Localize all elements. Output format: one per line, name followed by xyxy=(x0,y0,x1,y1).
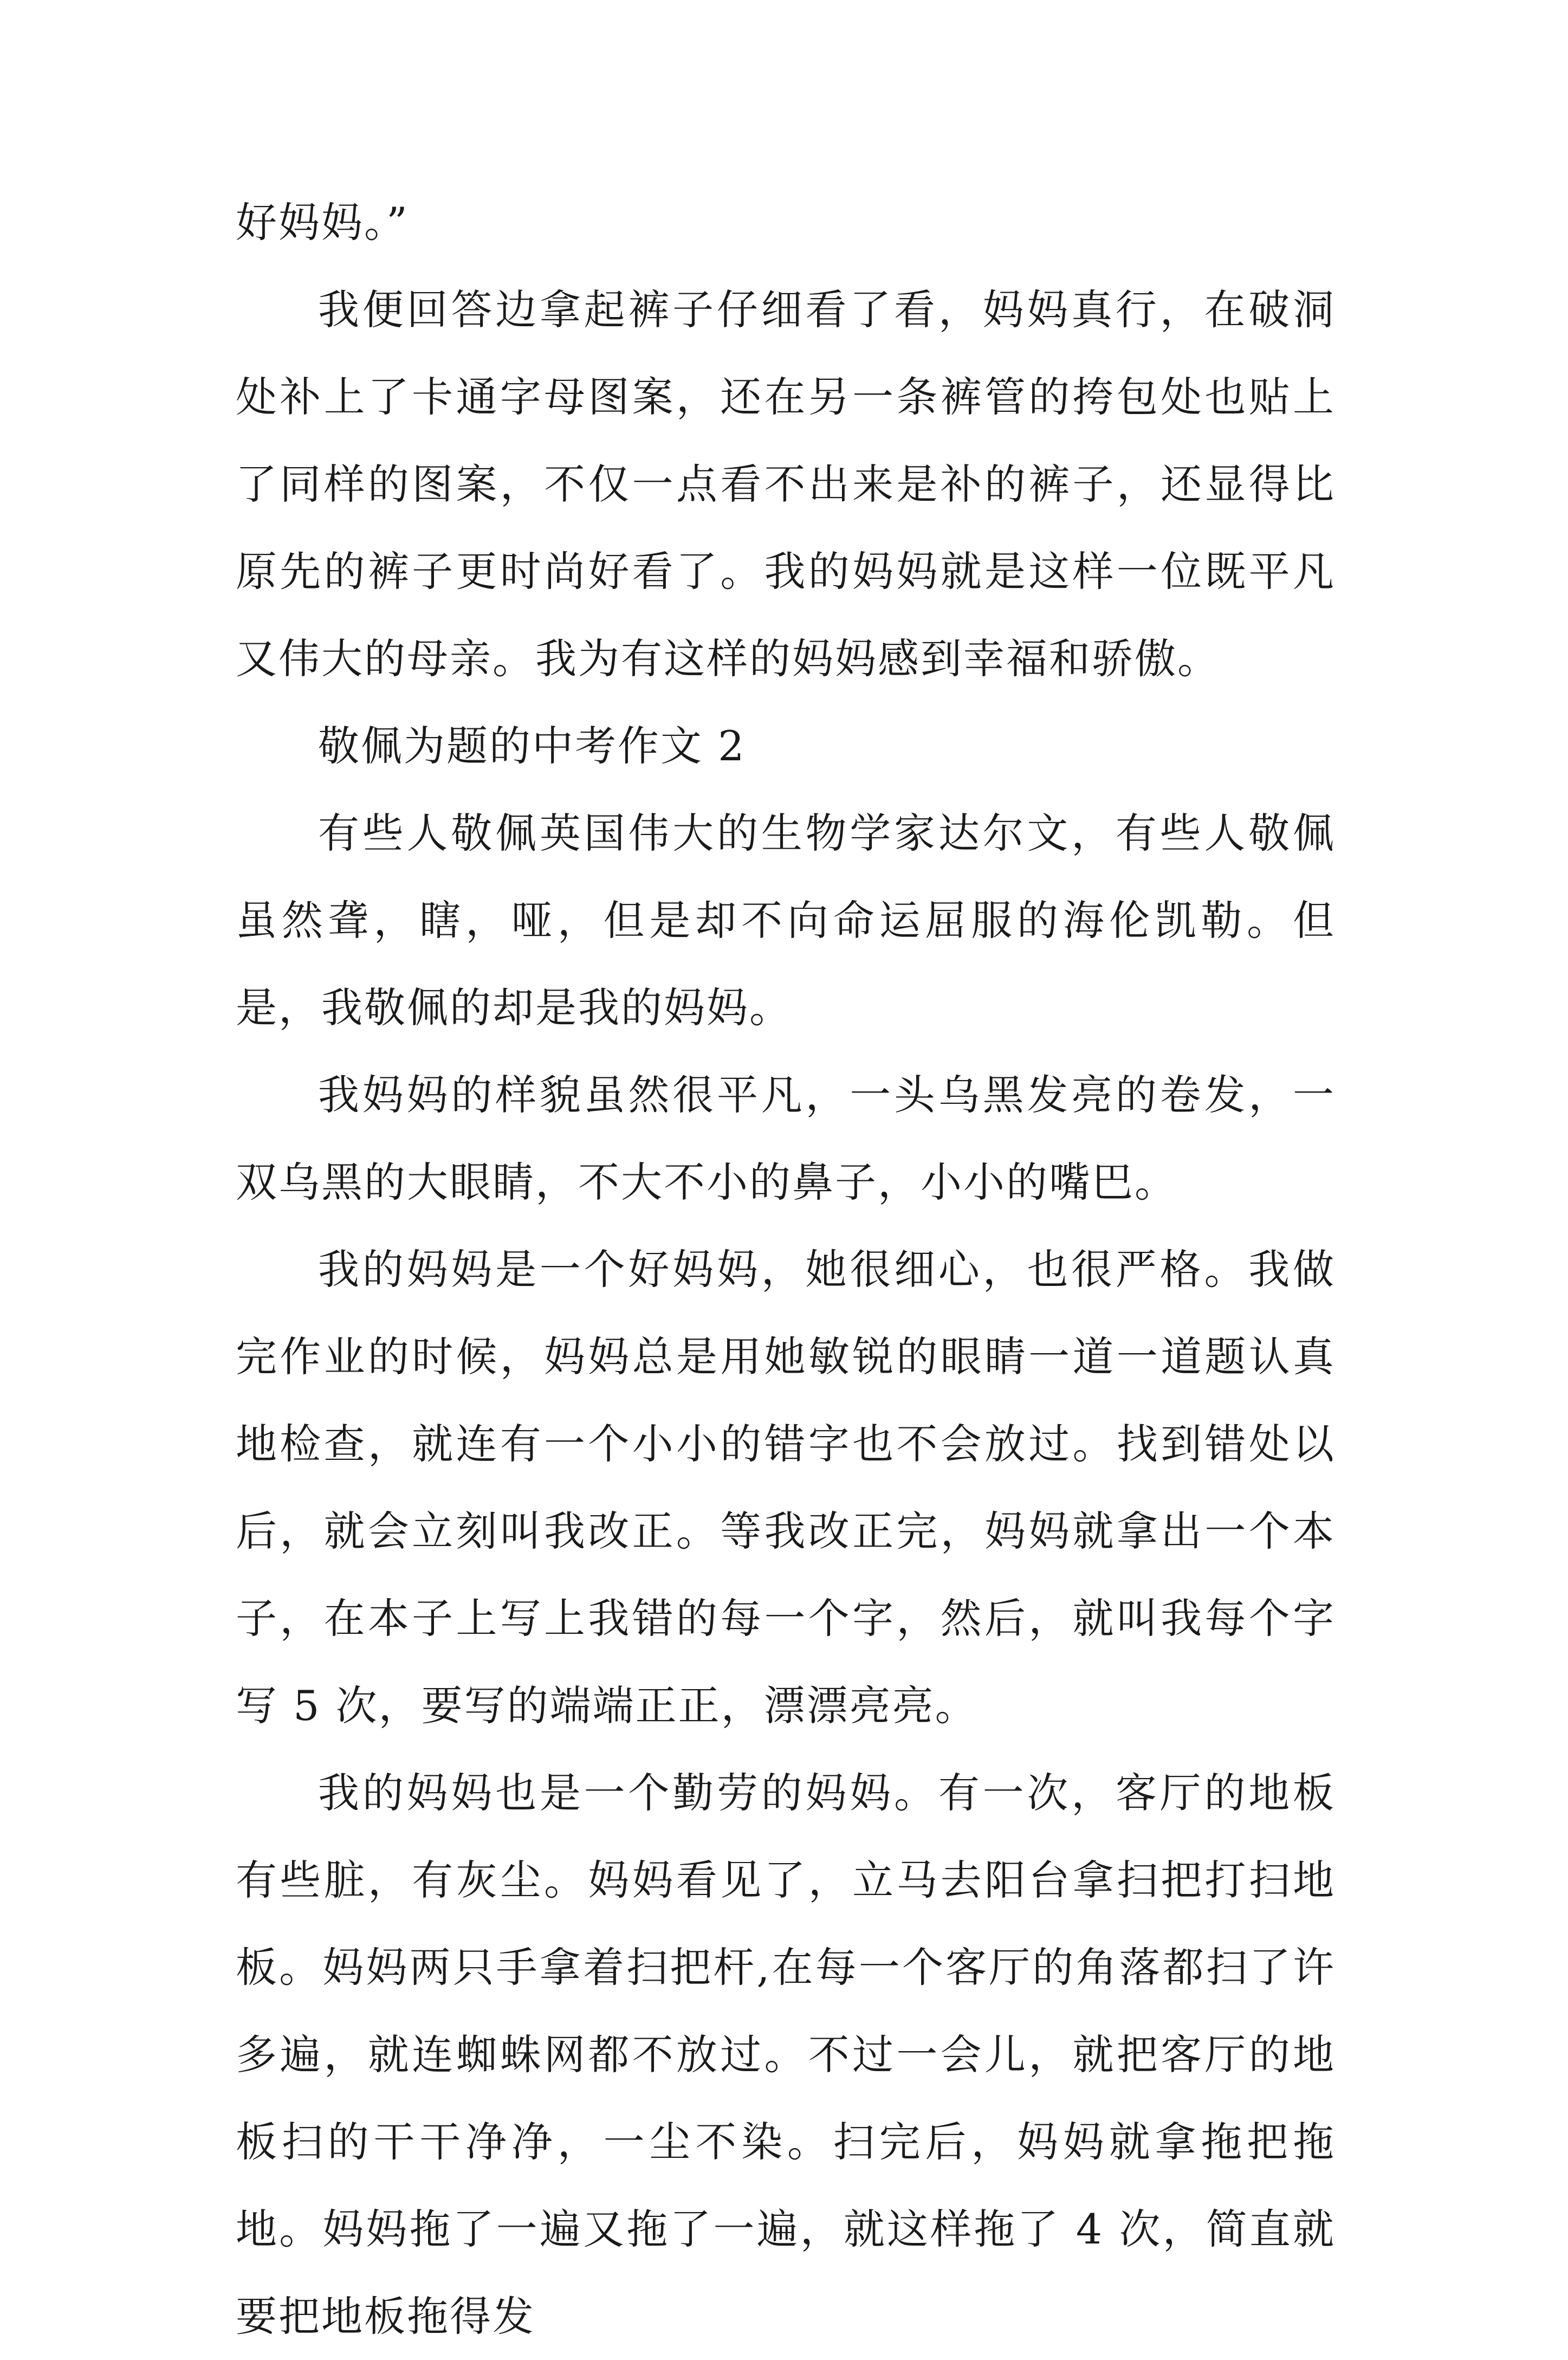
paragraph-4: 我妈妈的样貌虽然很平凡，一头乌黑发亮的卷发，一双乌黑的大眼睛，不大不小的鼻子，小小的嘴巴。 xyxy=(236,1071,1336,1206)
paragraph-2: 我便回答边拿起裤子仔细看了看，妈妈真行，在破洞处补上了卡通字母图案，还在另一条裤管的挎包处也贴上了同样的图案，不仅一点看不出来是补的裤子，还显得比原先的裤子更时尚好看了。我的妈妈就是这样一位既平凡又伟大的母亲。我为有这样的妈妈感到幸福和骄傲。 xyxy=(236,286,1336,683)
paragraph-1: 好妈妈。” xyxy=(236,198,409,247)
essay-title: 敬佩为题的中考作文 2 xyxy=(318,722,746,770)
paragraph-5: 我的妈妈是一个好妈妈，她很细心，也很严格。我做完作业的时候，妈妈总是用她敏锐的眼睛一道一道题认真地检查，就连有一个小小的错字也不会放过。找到错处以后，就会立刻叫我改正。等我改正完，妈妈就拿出一个本子，在本子上写上我错的每一个字，然后，就叫我每个字写 5 次，要写的端端正正，漂漂亮亮。 xyxy=(236,1245,1336,1730)
document-body xyxy=(236,179,1336,2360)
paragraph-3: 有些人敬佩英国伟大的生物学家达尔文，有些人敬佩虽然聋，瞎，哑，但是却不向命运屈服的海伦凯勒。但是，我敬佩的却是我的妈妈。 xyxy=(236,809,1336,1032)
paragraph-6: 我的妈妈也是一个勤劳的妈妈。有一次，客厅的地板有些脏，有灰尘。妈妈看见了，立马去阳台拿扫把打扫地板。妈妈两只手拿着扫把杆,在每一个客厅的角落都扫了许多遍，就连蜘蛛网都不放过。不过一会儿，就把客厅的地板扫的干干净净，一尘不染。扫完后，妈妈就拿拖把拖地。妈妈拖了一遍又拖了一遍，就这样拖了 4 次，简直就要把地板拖得发 xyxy=(236,1769,1336,2340)
